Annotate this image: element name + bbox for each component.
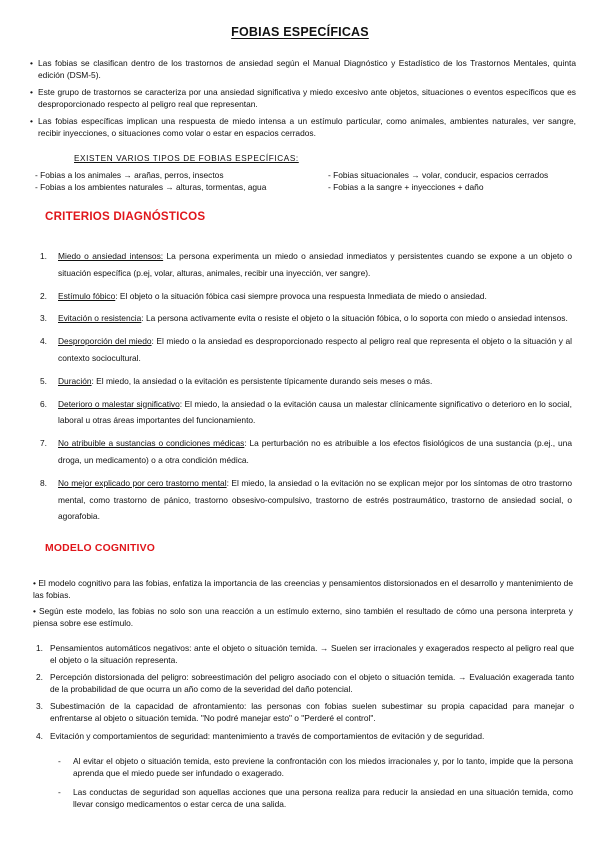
model-list — [36, 643, 574, 748]
criteria-term: Duración — [58, 375, 92, 386]
intro-bullets — [30, 58, 576, 146]
intro-bullet: • Las fobias específicas implican una respuesta de miedo intensa a un estímulo particular, como animales, ambientes naturales, ver sangre, recibir inyecciones, o situaciones como volar o estar en espacios cerrados. — [30, 116, 576, 138]
criteria-item: 2. Estímulo fóbico: El objeto o la situación fóbica casi siempre provoca una respuesta Inmediata de miedo o ansiedad. — [40, 290, 487, 301]
type-item: - Fobias a los animales → arañas, perros, insectos — [35, 170, 224, 180]
type-item: - Fobias a la sangre + inyecciones + daño — [328, 181, 484, 192]
types-header: EXISTEN VARIOS TIPOS DE FOBIAS ESPECÍFICAS: — [74, 154, 299, 163]
criteria-term: No mejor explicado por cero trastorno mental — [58, 477, 227, 488]
page-title: FOBIAS ESPECÍFICAS — [231, 25, 369, 39]
criteria-item: 5. Duración: El miedo, la ansiedad o la evitación es persistente típicamente durando seis meses o más. — [40, 375, 433, 386]
criteria-term: Miedo o ansiedad intensos: — [58, 251, 164, 261]
model-intro-paragraph: • Según este modelo, las fobias no solo son una reacción a un estímulo externo, sino también el resultado de cómo una persona interpreta y piensa sobre ese estímulo. — [33, 606, 573, 628]
criteria-item: 8. No mejor explicado por cero trastorno mental: El miedo, la ansiedad o la evitación no se explican mejor por los síntomas de otro trastorno mental, como trastorno de pánico, trastorno obsesivo-compulsivo, trastorno de estrés postraumático, trastorno de ansiedad social, o agorafobia. — [40, 477, 572, 522]
criteria-item: 6. Deterioro o malestar significativo: El miedo, la ansiedad o la evitación causa un malestar clínicamente significativo o deterioro en lo social, laboral u otras áreas importantes del funcionamiento. — [40, 398, 572, 426]
criteria-term: No atribuible a sustancias o condiciones médicas — [58, 438, 245, 449]
model-item: 2. Percepción distorsionada del peligro: sobreestimación del peligro asociado con el objeto o situación temida. → Evaluación exagerada tanto de la probabilidad de que ocurra un año como de la severidad del daño potencial. — [36, 672, 574, 694]
type-item: - Fobias a los ambientes naturales → alturas, tormentas, agua — [35, 181, 267, 192]
types-left-column — [35, 170, 266, 193]
intro-bullet: • Este grupo de trastornos se caracteriza por una ansiedad significativa y miedo excesivo ante objetos, situaciones o eventos específicos que es desproporcionado respecto al peligro real que representan. — [30, 87, 576, 109]
criteria-term: Evitación o resistencia — [58, 313, 142, 324]
criteria-item: 4. Desproporción del miedo: El miedo o la ansiedad es desproporcionado respecto al peligro real que representa el objeto o la situación y al contexto sociocultural. — [40, 336, 572, 363]
criteria-term: Deterioro o malestar significativo — [58, 398, 180, 409]
criteria-item: 3. Evitación o resistencia: La persona activamente evita o resiste el objeto o la situación fóbica, o lo soporta con miedo o ansiedad intensos. — [40, 313, 568, 324]
model-item: 4. Evitación y comportamientos de seguridad: mantenimiento a través de comportamientos de evitación y de seguridad. — [36, 730, 485, 741]
intro-bullet: • Las fobias se clasifican dentro de los trastornos de ansiedad según el Manual Diagnóstico y Estadístico de los Trastornos Mentales, quinta edición (DSM-5). — [30, 58, 576, 80]
criteria-item: 7. No atribuible a sustancias o condiciones médicas: La perturbación no es atribuible a los efectos fisiológicos de una sustancia (p.ej., una droga, un medicamento) o a otra condición médica. — [40, 438, 572, 465]
model-item: 3. Subestimación de la capacidad de afrontamiento: las personas con fobias suelen subestimar su propia capacidad para manejar o enfrentarse al objeto o situación temida. "No podré manejar esto" o "Perderé el control". — [36, 701, 574, 723]
criteria-term: Desproporción del miedo — [58, 336, 152, 347]
model-subpoints — [58, 756, 573, 818]
criteria-list — [40, 248, 572, 525]
criteria-term: Estímulo fóbico — [58, 290, 116, 301]
criteria-item: 1. Miedo o ansiedad intensos: La persona experimenta un miedo o ansiedad inmediatos y persistentes cuando se expone a un objeto o situación específica (p.ej, volar, alturas, animales, recibir una inyección, ver sangre). — [40, 251, 572, 278]
criteria-heading: CRITERIOS DIAGNÓSTICOS — [45, 210, 206, 223]
types-right-column — [328, 170, 548, 193]
model-intro — [33, 578, 573, 634]
model-subpoint: - Al evitar el objeto o situación temida, esto previene la confrontación con los miedos irracionales y, por lo tanto, impide que la persona aprenda que el miedo puede ser infundado o exagerado. — [58, 756, 573, 778]
model-heading: MODELO COGNITIVO — [45, 543, 155, 554]
type-item: - Fobias situacionales → volar, conducir, espacios cerrados — [328, 170, 549, 180]
model-intro-paragraph: • El modelo cognitivo para las fobias, enfatiza la importancia de las creencias y pensamientos distorsionados en el desarrollo y mantenimiento de las fobias. — [33, 578, 573, 600]
model-item: 1. Pensamientos automáticos negativos: ante el objeto o situación temida. → Suelen ser irracionales y exagerados respecto al peligro real que el objeto o la situación representa. — [36, 643, 574, 665]
model-subpoint: - Las conductas de seguridad son aquellas acciones que una persona realiza para reducir la ansiedad en una situación temida, como llevar consigo medicamentos o estar cerca de una salida. — [58, 787, 573, 809]
